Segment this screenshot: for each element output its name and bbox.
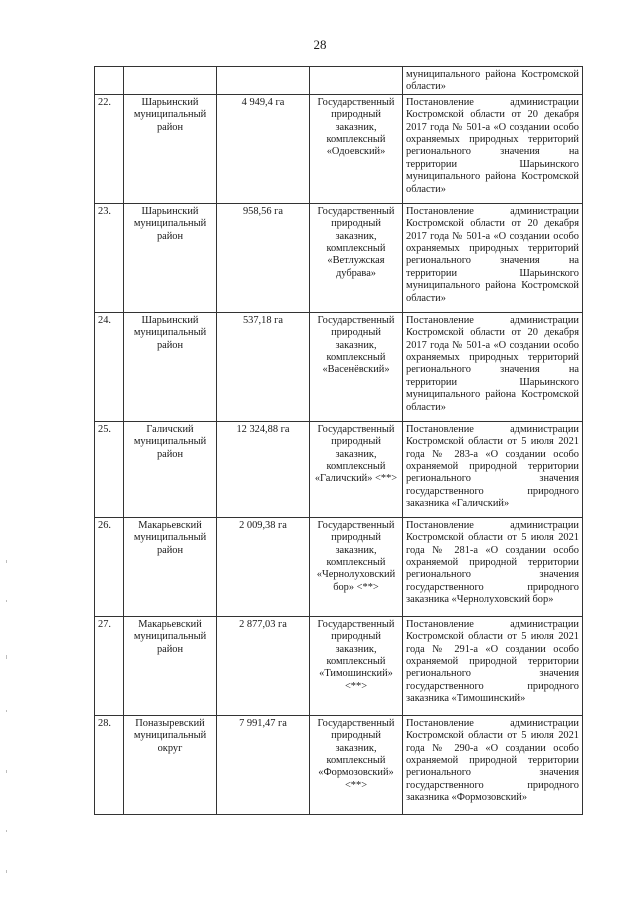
scan-speck — [6, 710, 7, 712]
district-cell: Шарьинский муниципальный район — [124, 312, 217, 421]
row-number: 28. — [95, 715, 124, 814]
legal-document-cell: Постановление администрации Костромской области от 5 июля 2021 года № 281-а «О создании особо охраняемой природной территории регионального значения государственного природного заказника «Чернолуховский бор» — [403, 517, 583, 616]
table-row — [95, 517, 583, 616]
table-row — [95, 312, 583, 421]
row-number: 27. — [95, 616, 124, 715]
legal-document-cell: муниципального района Костромской области» — [403, 67, 583, 95]
reserve-name-cell: Государственный природный заказник, комплексный «Формозовский» <**> — [310, 715, 403, 814]
table-row — [95, 616, 583, 715]
scan-speck — [6, 600, 7, 602]
reserve-name-cell: Государственный природный заказник, комплексный «Одоевский» — [310, 94, 403, 203]
area-cell: 537,18 га — [217, 312, 310, 421]
row-number: 22. — [95, 94, 124, 203]
area-cell: 7 991,47 га — [217, 715, 310, 814]
reserve-name-cell: Государственный природный заказник, комплексный «Чернолуховский бор» <**> — [310, 517, 403, 616]
table-row — [95, 715, 583, 814]
district-cell: Галичский муниципальный район — [124, 421, 217, 517]
district-cell: Шарьинский муниципальный район — [124, 94, 217, 203]
reserve-name-cell — [310, 67, 403, 95]
table-row — [95, 67, 583, 95]
legal-document-cell: Постановление администрации Костромской области от 20 декабря 2017 года № 501-а «О создании особо охраняемых природных территорий регионального значения на территории Шарьинского муниципального района Костромской области» — [403, 203, 583, 312]
scan-speck — [6, 870, 7, 873]
table-row — [95, 421, 583, 517]
area-cell: 958,56 га — [217, 203, 310, 312]
reserve-name-cell: Государственный природный заказник, комплексный «Ветлужская дубрава» — [310, 203, 403, 312]
scan-noise — [6, 560, 10, 880]
legal-document-cell: Постановление администрации Костромской области от 20 декабря 2017 года № 501-а «О создании особо охраняемых природных территорий регионального значения на территории Шарьинского муниципального района Костромской области» — [403, 312, 583, 421]
district-cell: Шарьинский муниципальный район — [124, 203, 217, 312]
row-number: 24. — [95, 312, 124, 421]
legal-document-cell: Постановление администрации Костромской области от 20 декабря 2017 года № 501-а «О создании особо охраняемых природных территорий регионального значения на территории Шарьинского муниципального района Костромской области» — [403, 94, 583, 203]
area-cell: 4 949,4 га — [217, 94, 310, 203]
table-row — [95, 94, 583, 203]
row-number: 26. — [95, 517, 124, 616]
district-cell — [124, 67, 217, 95]
area-cell — [217, 67, 310, 95]
district-cell: Макарьевский муниципальный район — [124, 517, 217, 616]
reserve-name-cell: Государственный природный заказник, комплексный «Васенёвский» — [310, 312, 403, 421]
row-number: 25. — [95, 421, 124, 517]
row-number — [95, 67, 124, 95]
table-row — [95, 203, 583, 312]
district-cell: Поназыревский муниципальный округ — [124, 715, 217, 814]
scan-speck — [6, 560, 7, 563]
scan-speck — [6, 770, 7, 773]
district-cell: Макарьевский муниципальный район — [124, 616, 217, 715]
reserve-name-cell: Государственный природный заказник, комплексный «Галичский» <**> — [310, 421, 403, 517]
scan-speck — [6, 655, 7, 659]
area-cell: 2 009,38 га — [217, 517, 310, 616]
page-number: 28 — [313, 37, 327, 52]
legal-document-cell: Постановление администрации Костромской области от 5 июля 2021 года № 291-а «О создании особо охраняемой природной территории регионального значения государственного природного заказника «Тимошинский» — [403, 616, 583, 715]
legal-document-cell: Постановление администрации Костромской области от 5 июля 2021 года № 283-а «О создании особо охраняемой природной территории регионального значения государственного природного заказника «Галичский» — [403, 421, 583, 517]
reserve-name-cell: Государственный природный заказник, комплексный «Тимошинский» <**> — [310, 616, 403, 715]
area-cell: 12 324,88 га — [217, 421, 310, 517]
protected-areas-table — [94, 66, 583, 815]
row-number: 23. — [95, 203, 124, 312]
scan-speck — [6, 830, 7, 832]
area-cell: 2 877,03 га — [217, 616, 310, 715]
legal-document-cell: Постановление администрации Костромской области от 5 июля 2021 года № 290-а «О создании особо охраняемой природной территории регионального значения государственного природного заказника «Формозовский» — [403, 715, 583, 814]
